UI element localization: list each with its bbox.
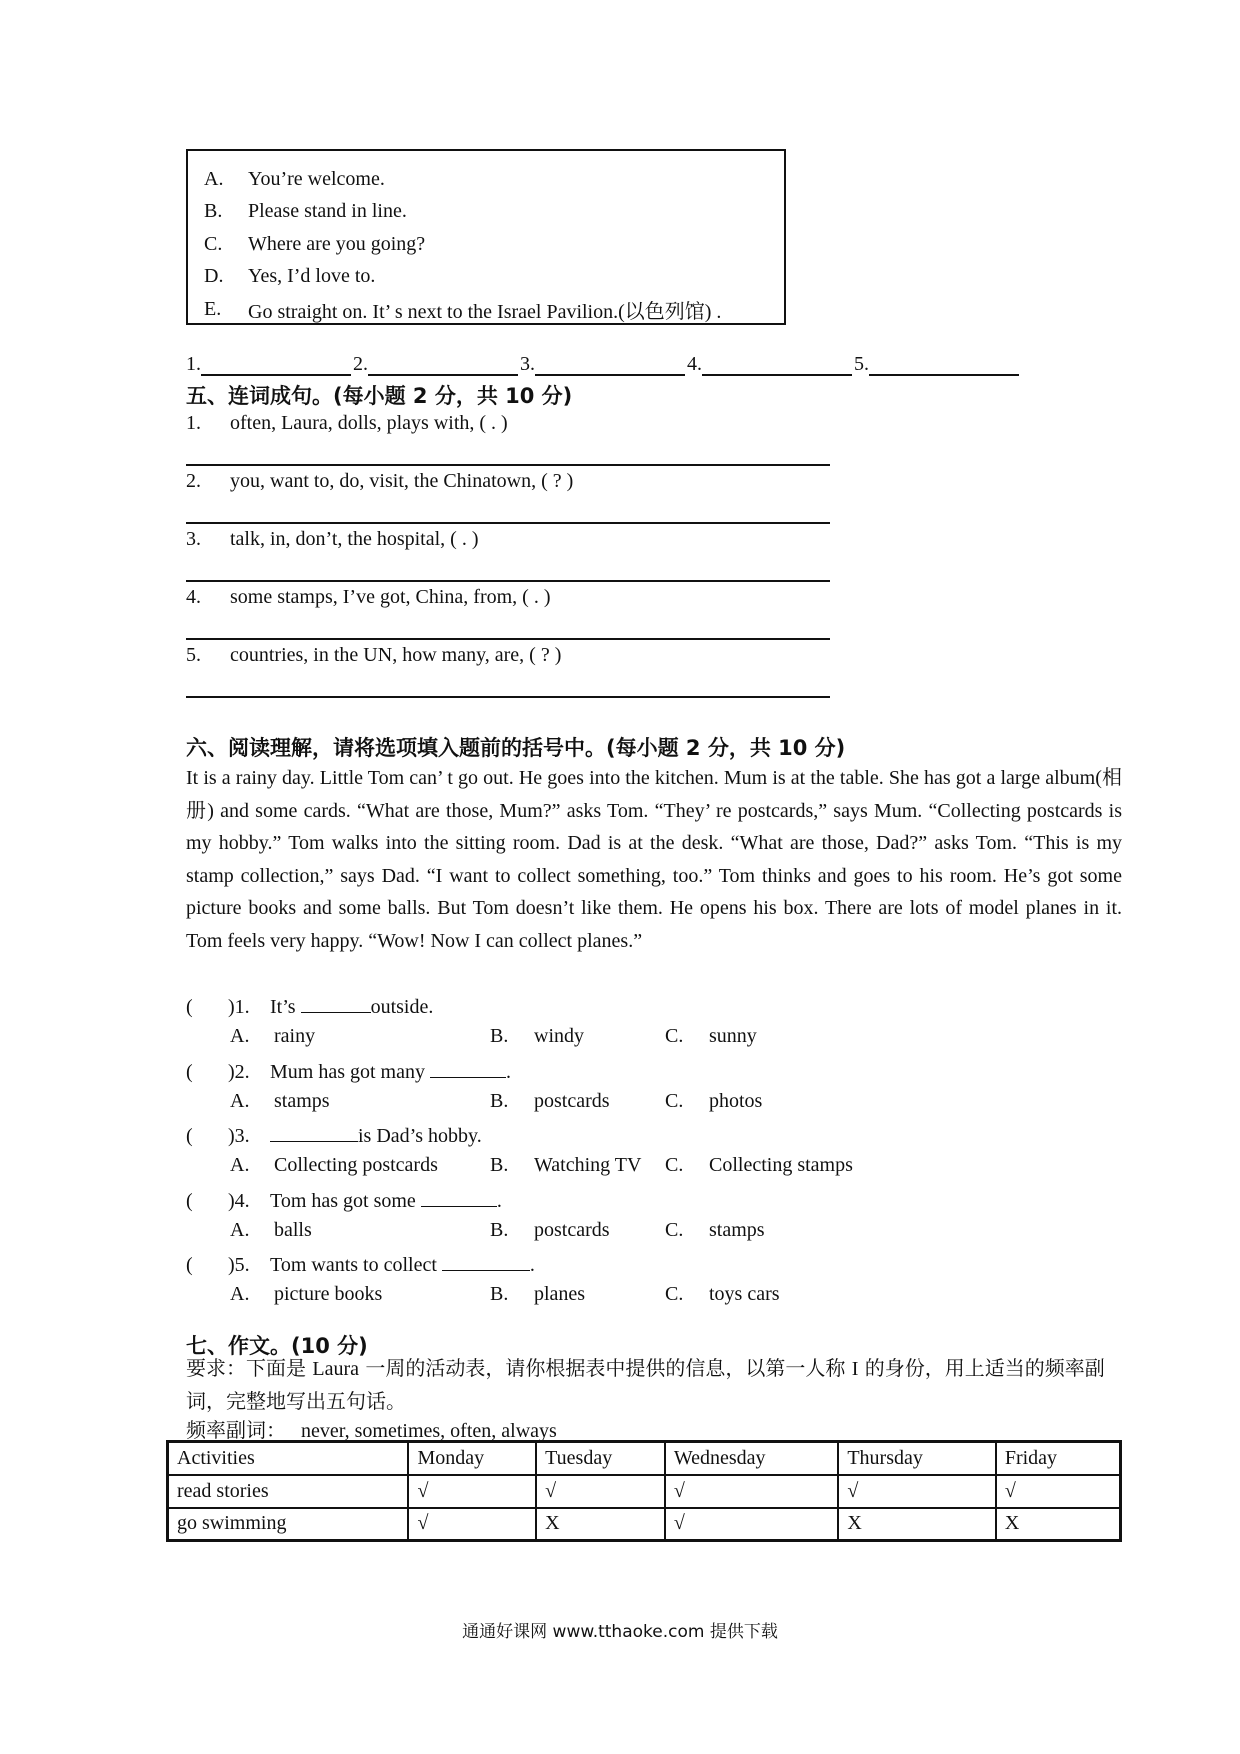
blank-number: 1.	[186, 353, 201, 375]
table-cell: X	[838, 1508, 996, 1541]
options-box	[186, 149, 786, 325]
choice-text: picture books	[274, 1283, 383, 1305]
question-stem-post: .	[496, 1189, 502, 1212]
choice-letter: C.	[665, 1283, 684, 1305]
question-words: often, Laura, dolls, plays with, ( . )	[230, 412, 508, 434]
question-number: 2.	[186, 470, 201, 492]
choice-text: toys cars	[709, 1283, 780, 1305]
question-options	[230, 1219, 930, 1249]
question-number: )5.	[228, 1254, 250, 1276]
choice-option	[490, 1283, 585, 1306]
choice-letter: C.	[665, 1218, 684, 1241]
question-words: talk, in, don’t, the hospital, ( . )	[230, 528, 479, 550]
question-words: you, want to, do, visit, the Chinatown, ( ? )	[230, 470, 574, 492]
requirement-name: Laura	[312, 1358, 359, 1380]
question-number: )3.	[228, 1125, 250, 1147]
table-cell: √	[408, 1475, 536, 1508]
table-row	[168, 1508, 1121, 1541]
question-stem-pre: Tom has got some	[270, 1189, 421, 1212]
option-text: You’re welcome.	[248, 167, 385, 190]
section7-title: 七、作文。(10 分)	[186, 1334, 368, 1358]
reorder-question	[186, 586, 551, 609]
reading-passage: It is a rainy day. Little Tom can’ t go out. He goes into the kitchen. Mum is at the table. She has got a large album(相册) and some cards. “What are those, Mum?” asks Tom. “They’ re postcards,” says Mum. “Collecting postcards is my hobby.” Tom walks into the sitting room. Dad is at the desk. “What are those, Dad?” asks Tom. “This is my stamp collection,” says Dad. “I want to collect something, too.” Tom thinks and goes to his room. He’s got some picture books and some balls. But Tom doesn’t like them. He opens his box. There are lots of model planes in it. Tom feels very happy. “Wow! Now I can collect planes.”	[186, 767, 1122, 952]
choice-option	[490, 1154, 641, 1177]
answer-line	[186, 522, 830, 524]
option-row	[204, 228, 784, 261]
choice-letter: C.	[665, 1089, 684, 1112]
option-text: Go straight on. It’ s next to the Israel Pavilion.(以色列馆) .	[248, 300, 722, 323]
answer-paren: (	[186, 1189, 193, 1212]
reading-question	[186, 1250, 535, 1280]
choice-option	[230, 1219, 312, 1242]
requirement-i: I	[851, 1358, 859, 1380]
question-stem-pre: Mum has got many	[270, 1060, 430, 1083]
table-cell: Thursday	[838, 1442, 996, 1475]
question-number: 1.	[186, 412, 201, 434]
choice-letter: A.	[230, 1283, 250, 1305]
table-header-row	[168, 1442, 1121, 1475]
reading-question	[186, 992, 433, 1022]
question-options	[230, 1025, 930, 1055]
option-row	[204, 196, 784, 229]
answer-paren: (	[186, 1060, 193, 1083]
table-row	[168, 1475, 1121, 1508]
table-cell: read stories	[168, 1475, 409, 1508]
choice-option	[490, 1219, 610, 1242]
question-number: )4.	[228, 1189, 250, 1212]
choice-letter: B.	[490, 1154, 509, 1176]
option-row	[204, 163, 784, 196]
table-cell: √	[665, 1475, 839, 1508]
choice-letter: A.	[230, 1154, 250, 1176]
choice-option	[665, 1025, 757, 1048]
section5-title: 五、连词成句。(每小题 2 分，共 10 分)	[186, 384, 573, 408]
choice-text: Watching TV	[534, 1154, 642, 1176]
requirement-suffix: 的身份，用上适当的频率副词，完整地写出五句话。	[186, 1356, 1105, 1413]
frequency-adverbs	[186, 1414, 557, 1443]
table-cell: X	[996, 1508, 1121, 1541]
choice-letter: A.	[230, 1025, 250, 1047]
option-row	[204, 293, 784, 326]
table-cell: Activities	[168, 1442, 409, 1475]
reading-question	[186, 1057, 511, 1087]
choice-letter: B.	[490, 1218, 509, 1241]
blank-number: 4.	[687, 353, 702, 375]
choice-option	[665, 1090, 762, 1113]
choice-text: postcards	[534, 1218, 610, 1241]
option-text: Yes, I’d love to.	[248, 265, 376, 288]
blank-line	[535, 352, 685, 376]
answer-line	[186, 464, 830, 466]
question-stem-post: .	[506, 1060, 511, 1083]
requirement-mid: 一周的活动表，请你根据表中提供的信息，以第一人称	[359, 1356, 852, 1380]
reorder-question	[186, 412, 508, 435]
blank-line	[201, 352, 351, 376]
choice-text: rainy	[274, 1025, 316, 1047]
answer-paren: (	[186, 1125, 193, 1147]
footer: 通通好课网 www.tthaoke.com 提供下载	[462, 1622, 778, 1642]
choice-option	[490, 1090, 610, 1113]
choice-option	[230, 1090, 330, 1113]
table-cell: Wednesday	[665, 1442, 839, 1475]
fill-blank	[421, 1186, 497, 1207]
table-cell: √	[408, 1508, 536, 1541]
fill-blank	[270, 1121, 358, 1142]
question-stem-post: .	[529, 1254, 535, 1276]
option-letter: B.	[204, 200, 223, 223]
blank-line	[869, 352, 1019, 376]
question-options	[230, 1283, 930, 1313]
freq-label: 频率副词：	[186, 1418, 286, 1442]
answer-line	[186, 696, 830, 698]
choice-text: Collecting postcards	[274, 1154, 438, 1176]
table-cell: √	[838, 1475, 996, 1508]
choice-option	[665, 1219, 765, 1242]
choice-text: Collecting stamps	[709, 1154, 853, 1176]
choice-option	[230, 1154, 438, 1177]
table-cell: √	[536, 1475, 665, 1508]
choice-option	[665, 1154, 853, 1177]
answer-blanks	[186, 346, 1056, 376]
table-cell: Friday	[996, 1442, 1121, 1475]
question-words: some stamps, I’ve got, China, from, ( . )	[230, 586, 551, 608]
reorder-question	[186, 644, 561, 667]
table-cell: √	[996, 1475, 1121, 1508]
choice-text: windy	[534, 1025, 584, 1047]
option-letter: E.	[204, 297, 222, 320]
blank-number: 2.	[353, 353, 368, 375]
question-number: )2.	[228, 1060, 250, 1083]
activity-table	[166, 1440, 1122, 1542]
writing-requirement	[186, 1352, 1122, 1417]
choice-text: postcards	[534, 1089, 610, 1112]
question-number: )1.	[228, 996, 250, 1018]
choice-letter: B.	[490, 1089, 509, 1112]
answer-line	[186, 638, 830, 640]
answer-blank	[520, 346, 687, 376]
question-options	[230, 1090, 930, 1120]
question-stem-post: outside.	[370, 996, 434, 1018]
question-stem-post: is Dad’s hobby.	[358, 1125, 482, 1147]
fill-blank	[430, 1057, 506, 1078]
answer-blank	[353, 346, 520, 376]
choice-text: photos	[709, 1089, 763, 1112]
blank-number: 5.	[854, 353, 869, 375]
table-cell: √	[665, 1508, 839, 1541]
answer-paren: (	[186, 996, 193, 1018]
question-number: 3.	[186, 528, 201, 550]
section6-title: 六、阅读理解，请将选项填入题前的括号中。(每小题 2 分，共 10 分)	[186, 736, 846, 760]
question-stem-pre: It’s	[270, 996, 301, 1018]
fill-blank	[301, 992, 371, 1013]
answer-paren: (	[186, 1254, 193, 1276]
answer-blank	[687, 346, 854, 376]
option-letter: D.	[204, 265, 224, 288]
question-number: 5.	[186, 644, 201, 666]
choice-text: stamps	[274, 1089, 330, 1112]
requirement-prefix: 要求：下面是	[186, 1356, 313, 1380]
table-cell: X	[536, 1508, 665, 1541]
table-cell: Monday	[408, 1442, 536, 1475]
table-cell: Tuesday	[536, 1442, 665, 1475]
choice-letter: C.	[665, 1025, 684, 1047]
question-number: 4.	[186, 586, 201, 608]
question-words: countries, in the UN, how many, are, ( ? )	[230, 644, 562, 666]
blank-number: 3.	[520, 353, 535, 375]
question-stem-pre: Tom wants to collect	[270, 1254, 442, 1276]
choice-letter: A.	[230, 1218, 250, 1241]
reading-question	[186, 1186, 502, 1216]
freq-words: never, sometimes, often, always	[301, 1420, 557, 1442]
choice-letter: A.	[230, 1089, 250, 1112]
option-row	[204, 261, 784, 294]
answer-blank	[854, 346, 1021, 376]
choice-option	[230, 1025, 315, 1048]
blank-line	[702, 352, 852, 376]
choice-option	[665, 1283, 780, 1306]
option-text: Please stand in line.	[248, 200, 407, 223]
table-cell: go swimming	[168, 1508, 409, 1541]
choice-letter: C.	[665, 1154, 684, 1176]
answer-line	[186, 580, 830, 582]
choice-text: sunny	[709, 1025, 757, 1047]
choice-option	[230, 1283, 382, 1306]
option-text: Where are you going?	[248, 232, 426, 255]
answer-blank	[186, 346, 353, 376]
reorder-question	[186, 470, 573, 493]
choice-text: planes	[534, 1283, 586, 1305]
choice-option	[490, 1025, 584, 1048]
choice-letter: B.	[490, 1283, 509, 1305]
fill-blank	[442, 1250, 530, 1271]
option-letter: C.	[204, 232, 223, 255]
reading-question	[186, 1121, 482, 1151]
blank-line	[368, 352, 518, 376]
question-options	[230, 1154, 930, 1184]
option-letter: A.	[204, 167, 224, 190]
choice-text: stamps	[709, 1218, 765, 1241]
choice-letter: B.	[490, 1025, 509, 1047]
choice-text: balls	[274, 1218, 312, 1241]
reorder-question	[186, 528, 479, 551]
